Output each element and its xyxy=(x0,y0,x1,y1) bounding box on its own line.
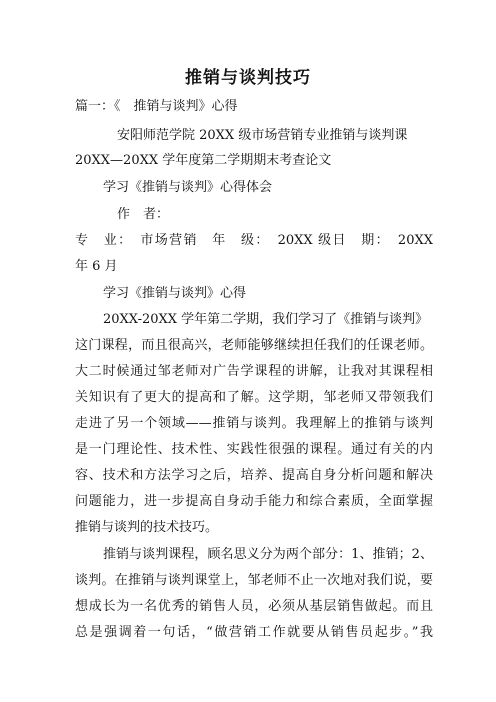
author-label: 作 者： xyxy=(117,207,170,222)
meta-line-continued: 年 6 月 xyxy=(75,259,118,274)
paragraph-1-line: 关知识有了更大的提高和了解。这学期，邹老师又带领我们 xyxy=(75,390,433,405)
essay-title: 学习《推销与谈判》心得 xyxy=(103,286,247,301)
section-heading: 篇一：《 推销与谈判》心得 xyxy=(75,99,238,114)
paragraph-1-line: 大二时候通过邹老师对广告学课程的讲解，让我对其课程相 xyxy=(75,364,433,379)
paragraph-2-line: 谈判。在推销与谈判课堂上，邹老师不止一次地对我们说，要 xyxy=(75,573,433,588)
paragraph-1-line: 这门课程，而且很高兴，老师能够继续担任我们的任课老师。 xyxy=(75,338,433,353)
paragraph-1-line: 走进了另一个领域——推销与谈判。我理解上的推销与谈判 xyxy=(75,416,433,431)
meta-line: 专 业： 市场营销 年 级： 20XX 级日 期： 20XX xyxy=(75,233,433,248)
paragraph-1-line: 20XX-20XX 学年第二学期，我们学习了《推销与谈判》 xyxy=(103,312,429,327)
paragraph-2-line: 推销与谈判课程，顾名思义分为两个部分：1、推销；2、 xyxy=(103,547,433,562)
paper-subtitle-line-2: 20XX—20XX 学年度第二学期期末考查论文 xyxy=(75,153,332,168)
paragraph-1-line: 问题能力，进一步提高自身动手能力和综合素质，全面掌握 xyxy=(75,494,433,509)
document-title: 推销与谈判技巧 xyxy=(185,68,311,88)
paragraph-2-line: 总是强调着一句话，“做营销工作就要从销售员起步。”我 xyxy=(75,625,433,640)
essay-heading: 学习《推销与谈判》心得体会 xyxy=(103,180,273,195)
paragraph-1-line: 是一门理论性、技术性、实践性很强的课程。通过有关的内 xyxy=(75,442,433,457)
paragraph-1-line: 容、技术和方法学习之后，培养、提高自身分析问题和解决 xyxy=(75,468,433,483)
paragraph-1-line: 推销与谈判的技术技巧。 xyxy=(75,520,219,535)
paragraph-2-line: 想成长为一名优秀的销售人员，必须从基层销售做起。而且 xyxy=(75,599,433,614)
paper-subtitle-line-1: 安阳师范学院 20XX 级市场营销专业推销与谈判课 xyxy=(117,128,408,143)
